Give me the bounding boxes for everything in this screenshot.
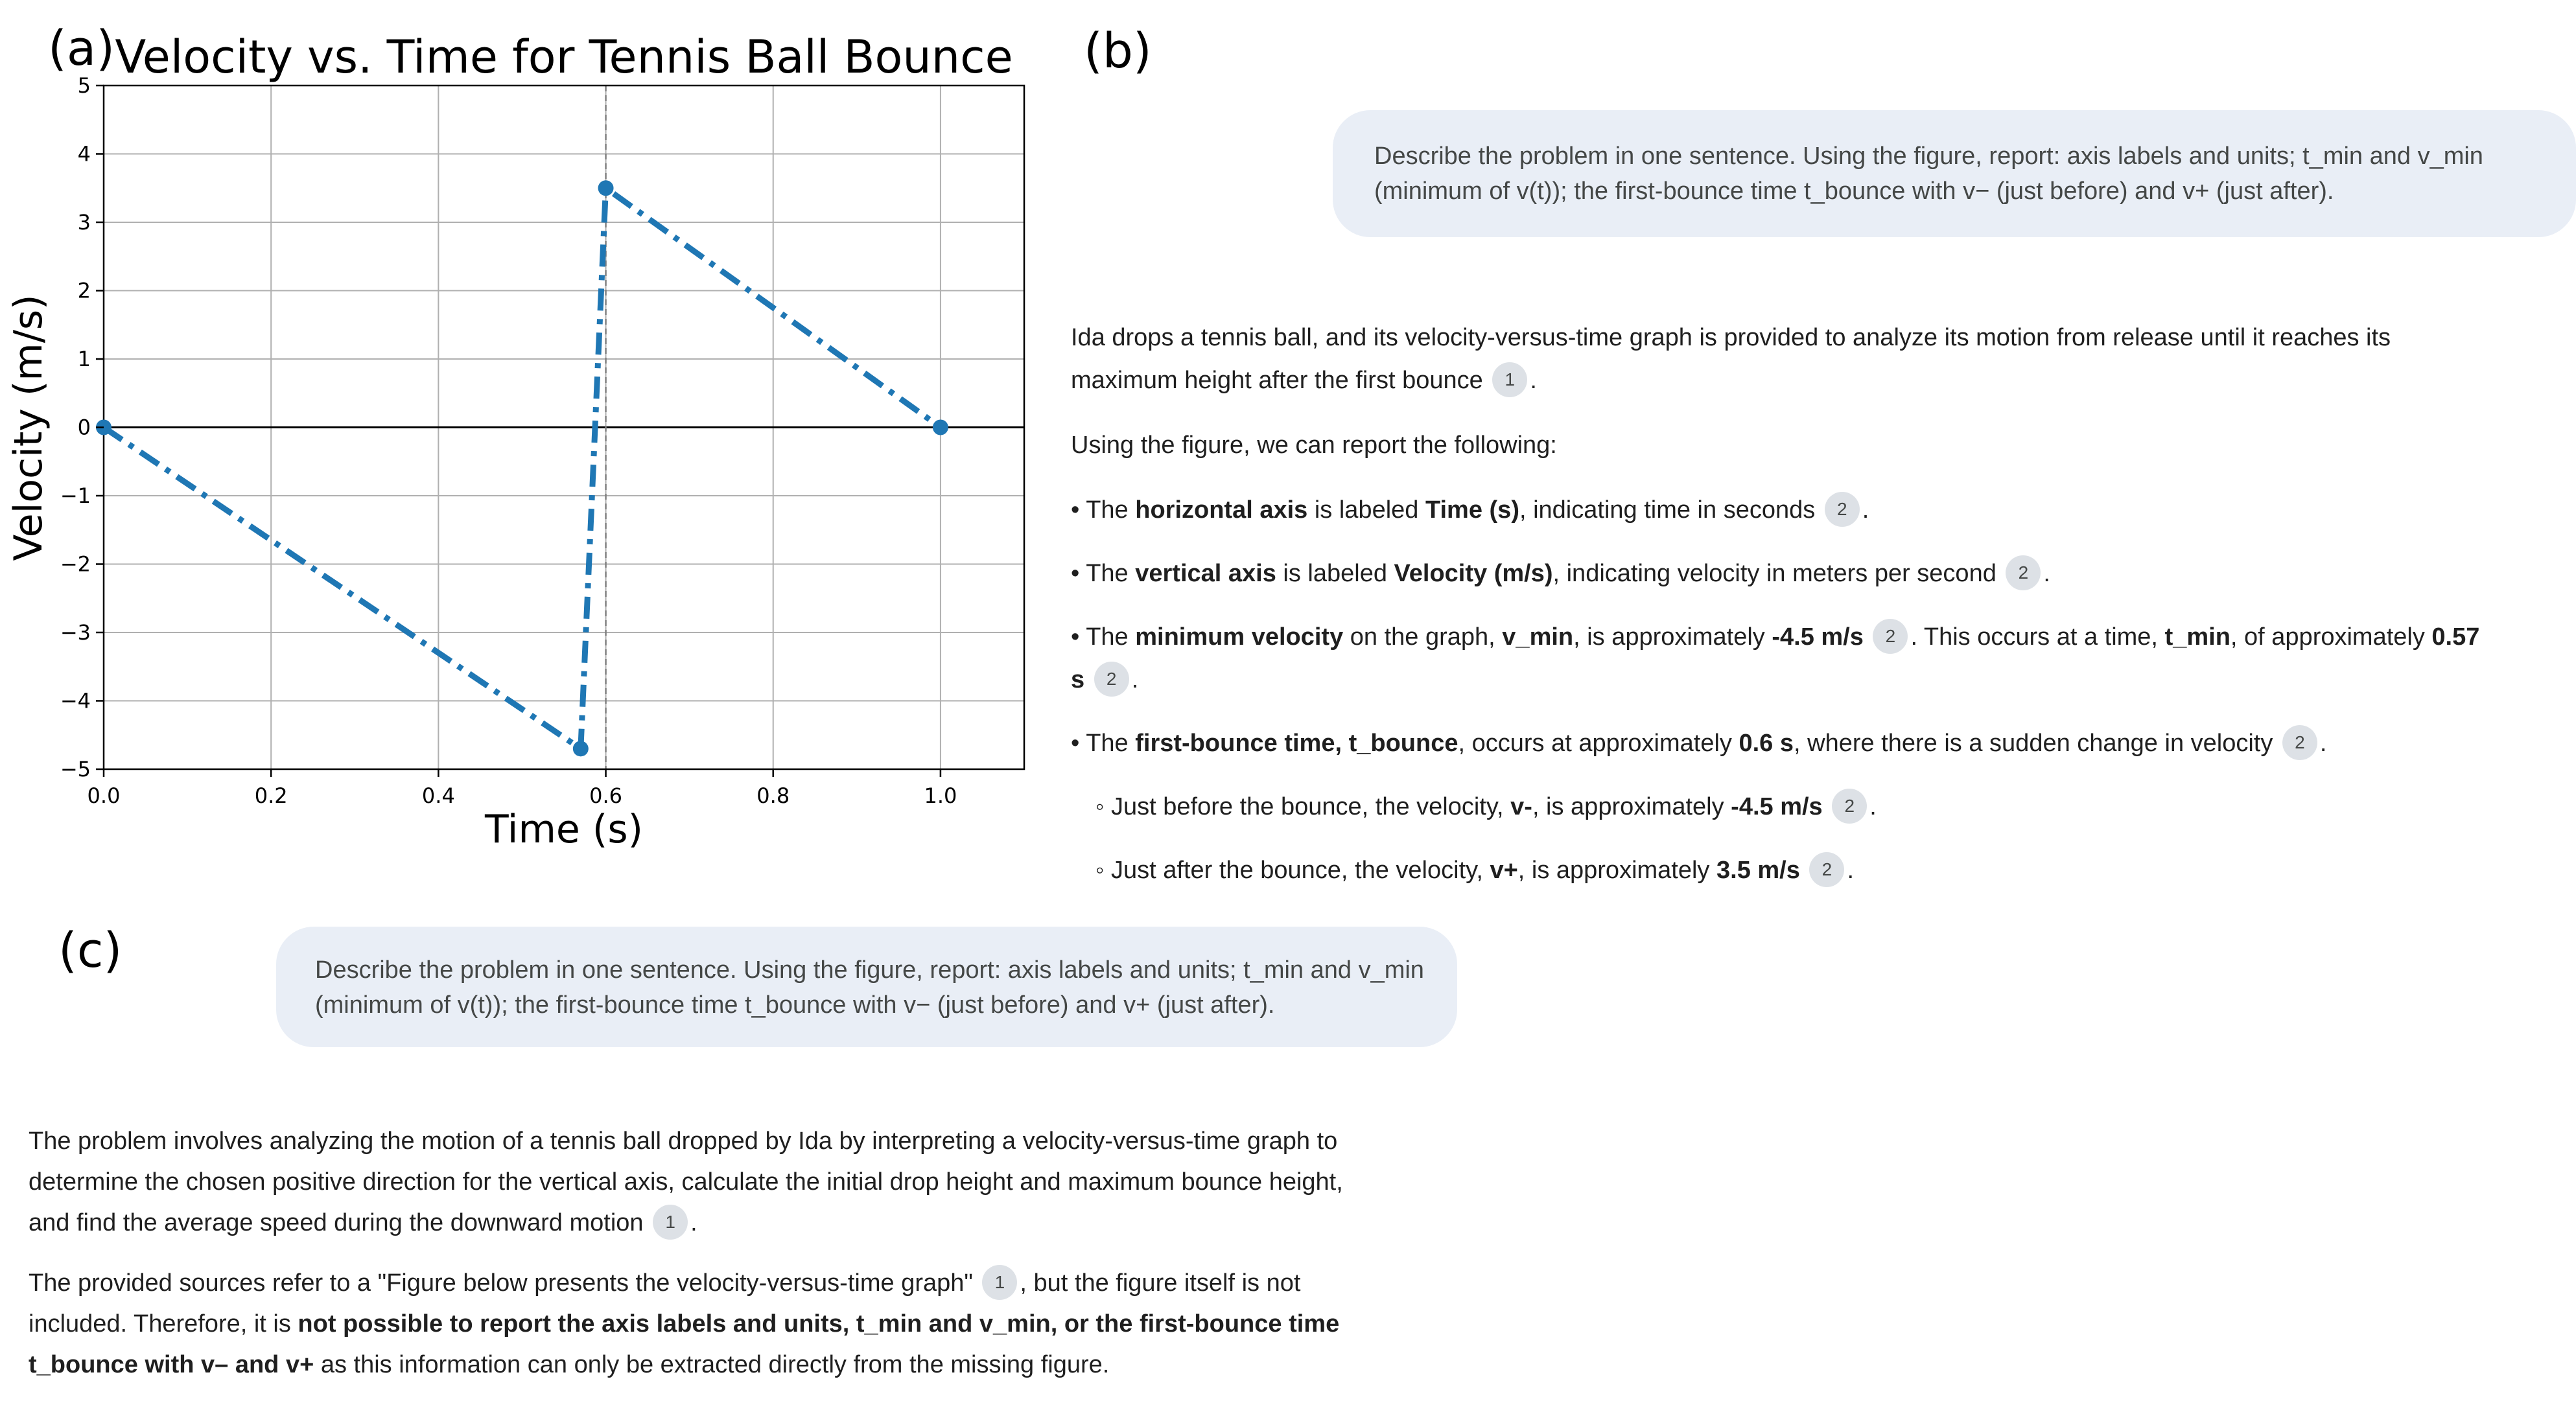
chart-title: Velocity vs. Time for Tennis Ball Bounce (115, 30, 1013, 84)
data-point (573, 741, 589, 756)
citation-chip[interactable]: 2 (1832, 789, 1867, 824)
y-tick-label: −4 (60, 688, 91, 713)
response-c-paragraph-2: The provided sources refer to a "Figure below presents the velocity-versus-time graph" 1 , but the figure itself is not included. Therefore, it is not possible to report the axis labels and units, t_min and v_min, or the first-bounce time t_bounce with v– and v+ as this information can only be extracted directly from the missing figure. (29, 1263, 1344, 1385)
panel-label-c: (c) (58, 923, 123, 978)
x-tick-label: 0.6 (589, 783, 622, 808)
y-tick-label: −1 (60, 483, 91, 508)
series-line (104, 188, 941, 748)
data-point (598, 180, 614, 196)
y-tick-label: 0 (77, 415, 91, 440)
subbullet-before-bounce: ◦ Just before the bounce, the velocity, v-, is approximately -4.5 m/s 2 . (1071, 785, 2484, 828)
prompt-text-b: Describe the problem in one sentence. Using the figure, report: axis labels and units; t_min and v_min (minimum of v(t)); the first-bounce time t_bounce with v− (just before) and v+ (just after). (1374, 143, 2483, 205)
y-tick-label: −5 (60, 757, 91, 782)
y-axis-label: Velocity (m/s) (6, 294, 51, 561)
x-axis-label: Time (s) (485, 807, 643, 852)
bullet-minimum-velocity: • The minimum velocity on the graph, v_min, is approximately -4.5 m/s 2 . This occurs at a time, t_min, of approximately 0.57 s 2 . (1071, 616, 2484, 701)
prompt-text-c: Describe the problem in one sentence. Using the figure, report: axis labels and units; t_min and v_min (minimum of v(t)); the first-bounce time t_bounce with v− (just before) and v+ (just after). (315, 956, 1424, 1019)
prompt-bubble-c (276, 927, 1457, 1047)
y-tick-label: 3 (77, 210, 91, 235)
x-tick-label: 1.0 (924, 783, 957, 808)
y-tick-label: 2 (77, 278, 91, 303)
bullet-first-bounce: • The first-bounce time, t_bounce, occurs at approximately 0.6 s, where there is a sudden change in velocity 2 . (1071, 722, 2484, 765)
citation-chip[interactable]: 2 (1809, 852, 1844, 887)
velocity-time-chart (0, 0, 1076, 862)
panel-label-a: (a) (48, 21, 115, 76)
data-point (933, 420, 948, 435)
citation-chip[interactable]: 1 (982, 1265, 1017, 1300)
response-b (1071, 316, 2484, 892)
citation-chip[interactable]: 1 (1492, 362, 1527, 397)
x-tick-label: 0.2 (254, 783, 288, 808)
y-tick-label: −3 (60, 620, 91, 645)
y-tick-label: 4 (77, 141, 91, 167)
x-tick-label: 0.0 (87, 783, 121, 808)
citation-chip[interactable]: 1 (653, 1205, 688, 1240)
bullet-horizontal-axis: • The horizontal axis is labeled Time (s), indicating time in seconds 2 . (1071, 489, 2484, 531)
x-tick-label: 0.8 (756, 783, 790, 808)
citation-chip[interactable]: 2 (1873, 619, 1908, 654)
citation-chip[interactable]: 2 (1094, 662, 1129, 697)
bullet-vertical-axis: • The vertical axis is labeled Velocity (m/s), indicating velocity in meters per second 2 . (1071, 552, 2484, 595)
response-b-lead: Using the figure, we can report the following: (1071, 432, 1557, 459)
response-c-paragraph-1: The problem involves analyzing the motion of a tennis ball dropped by Ida by interpreting a velocity-versus-time graph to determine the chosen positive direction for the vertical axis, calculate the initial drop height and maximum bounce height, and find the average speed during the downward motion 1 . (29, 1121, 1344, 1244)
citation-chip[interactable]: 2 (2006, 555, 2041, 590)
citation-chip[interactable]: 2 (2282, 725, 2317, 760)
citation-chip[interactable]: 2 (1825, 492, 1860, 527)
response-b-intro: Ida drops a tennis ball, and its velocity-versus-time graph is provided to analyze its motion from release until it reaches its maximum height after the first bounce 1 . (1071, 316, 2484, 402)
y-tick-label: −2 (60, 551, 91, 577)
y-tick-label: 1 (77, 347, 91, 371)
subbullet-after-bounce: ◦ Just after the bounce, the velocity, v+, is approximately 3.5 m/s 2 . (1071, 849, 2484, 892)
panel-label-b: (b) (1084, 23, 1152, 79)
x-tick-label: 0.4 (421, 783, 455, 808)
prompt-bubble-b (1333, 110, 2576, 237)
y-tick-label: 5 (77, 73, 91, 98)
response-c (29, 1121, 1344, 1385)
